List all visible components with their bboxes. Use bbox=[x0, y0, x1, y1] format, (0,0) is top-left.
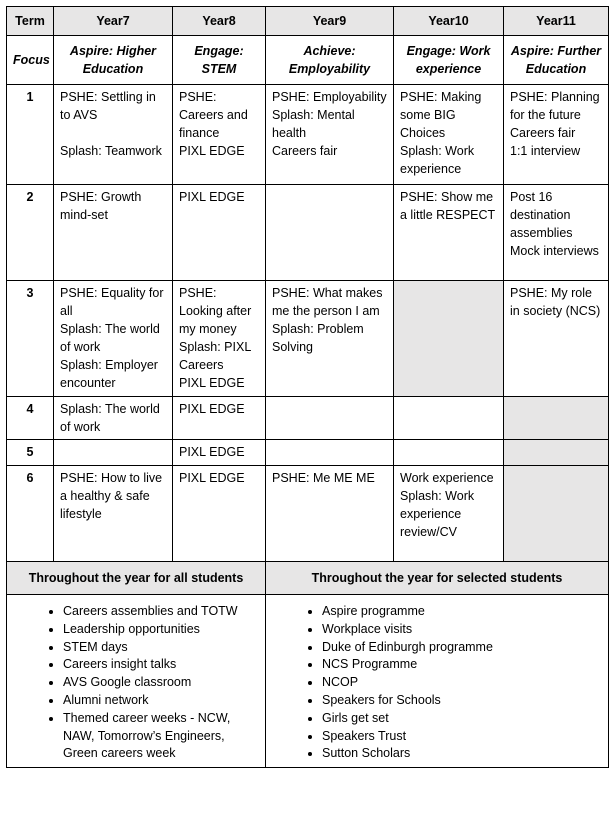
term-4-year11-cell bbox=[504, 397, 609, 440]
cell-line: Splash: Work experience bbox=[400, 144, 475, 176]
term-2-year9-cell bbox=[266, 185, 394, 281]
cell-line: Post 16 destination assemblies bbox=[510, 190, 573, 240]
cell-line: Splash: Employer encounter bbox=[60, 358, 158, 390]
cell-line: PSHE: Employability bbox=[272, 90, 387, 104]
term-number: 1 bbox=[7, 85, 54, 185]
list-item: • Themed career weeks - NCW, NAW, Tomorrow’s Engineers, Green careers week bbox=[63, 710, 261, 763]
cell-line: PSHE: Settling in to AVS bbox=[60, 90, 156, 122]
term-1-year9-cell bbox=[266, 85, 394, 185]
term-6-year8-cell bbox=[173, 466, 266, 562]
focus-label: Focus bbox=[7, 36, 54, 85]
term-row-2 bbox=[7, 185, 609, 281]
term-6-year10-cell bbox=[394, 466, 504, 562]
focus-year11: Aspire: Further Education bbox=[504, 36, 609, 85]
cell-line: PSHE: Growth mind-set bbox=[60, 190, 142, 222]
term-number: 6 bbox=[7, 466, 54, 562]
cell-line: PSHE: Making some BIG Choices bbox=[400, 90, 482, 140]
cell-line: PSHE: Equality for all bbox=[60, 286, 164, 318]
cell-line: PIXL EDGE bbox=[179, 376, 245, 390]
cell-line: Splash: The world of work bbox=[60, 402, 160, 434]
term-5-year7-cell bbox=[54, 440, 173, 466]
list-item: • AVS Google classroom bbox=[63, 674, 261, 692]
term-1-year10-cell bbox=[394, 85, 504, 185]
cell-line: Splash: PIXL Careers bbox=[179, 340, 251, 372]
cell-line: PSHE: Show me a little RESPECT bbox=[400, 190, 496, 222]
cell-line: Work experience bbox=[400, 471, 494, 485]
term-header: Term bbox=[7, 7, 54, 36]
focus-year9: Achieve: Employability bbox=[266, 36, 394, 85]
term-4-year8-cell bbox=[173, 397, 266, 440]
all-students-cell bbox=[7, 595, 266, 768]
term-5-year10-cell bbox=[394, 440, 504, 466]
focus-row bbox=[7, 36, 609, 85]
term-3-year11-cell bbox=[504, 281, 609, 397]
cell-line: PSHE: Looking after my money bbox=[179, 286, 252, 336]
cell-line: Careers fair bbox=[510, 126, 576, 140]
list-item: • Duke of Edinburgh programme bbox=[322, 639, 604, 657]
term-3-year9-cell bbox=[266, 281, 394, 397]
focus-year8: Engage: STEM bbox=[173, 36, 266, 85]
term-rows bbox=[7, 85, 609, 562]
list-item: • Speakers for Schools bbox=[322, 692, 604, 710]
cell-line: Careers fair bbox=[272, 144, 338, 158]
term-3-year8-cell bbox=[173, 281, 266, 397]
throughout-list-row bbox=[7, 595, 609, 768]
term-number: 5 bbox=[7, 440, 54, 466]
cell-line: Splash: The world of work bbox=[60, 322, 160, 354]
term-5-year11-cell bbox=[504, 440, 609, 466]
term-6-year7-cell bbox=[54, 466, 173, 562]
term-2-year7-cell bbox=[54, 185, 173, 281]
term-number: 3 bbox=[7, 281, 54, 397]
term-6-year11-cell bbox=[504, 466, 609, 562]
throughout-heading-row bbox=[7, 562, 609, 595]
term-1-year7-cell bbox=[54, 85, 173, 185]
term-2-year8-cell bbox=[173, 185, 266, 281]
focus-year10: Engage: Work experience bbox=[394, 36, 504, 85]
term-2-year10-cell bbox=[394, 185, 504, 281]
term-5-year9-cell bbox=[266, 440, 394, 466]
term-row-5 bbox=[7, 440, 609, 466]
cell-line: PIXL EDGE bbox=[179, 144, 245, 158]
cell-line: PSHE: Me ME ME bbox=[272, 471, 375, 485]
cell-line: PSHE: My role in society (NCS) bbox=[510, 286, 601, 318]
cell-line: Splash: Work experience review/CV bbox=[400, 489, 475, 539]
cell-line: PIXL EDGE bbox=[179, 471, 245, 485]
term-row-1 bbox=[7, 85, 609, 185]
selected-students-cell bbox=[266, 595, 609, 768]
cell-line: Splash: Teamwork bbox=[60, 144, 162, 158]
focus-year7: Aspire: Higher Education bbox=[54, 36, 173, 85]
selected-students-heading: Throughout the year for selected students bbox=[266, 562, 609, 595]
list-item: • Girls get set bbox=[322, 710, 604, 728]
list-item: • Speakers Trust bbox=[322, 728, 604, 746]
term-1-year11-cell bbox=[504, 85, 609, 185]
header-row bbox=[7, 7, 609, 36]
all-students-heading: Throughout the year for all students bbox=[7, 562, 266, 595]
list-item: • NCOP bbox=[322, 674, 604, 692]
term-4-year10-cell bbox=[394, 397, 504, 440]
cell-line: 1:1 interview bbox=[510, 144, 581, 158]
term-3-year7-cell bbox=[54, 281, 173, 397]
year8-header: Year8 bbox=[173, 7, 266, 36]
term-2-year11-cell bbox=[504, 185, 609, 281]
cell-line: PSHE: Planning for the future bbox=[510, 90, 600, 122]
cell-line: Mock interviews bbox=[510, 244, 599, 258]
list-item: • STEM days bbox=[63, 639, 261, 657]
cell-line: Splash: Mental health bbox=[272, 108, 355, 140]
cell-line: PIXL EDGE bbox=[179, 445, 245, 459]
cell-line: Splash: Problem Solving bbox=[272, 322, 364, 354]
list-item: • Sutton Scholars bbox=[322, 745, 604, 763]
selected-students-list bbox=[270, 603, 604, 763]
cell-line: PSHE: How to live a healthy & safe lifestyle bbox=[60, 471, 163, 521]
line-gap bbox=[60, 124, 166, 142]
list-item: • Careers assemblies and TOTW bbox=[63, 603, 261, 621]
list-item: • Aspire programme bbox=[322, 603, 604, 621]
term-row-4 bbox=[7, 397, 609, 440]
term-4-year7-cell bbox=[54, 397, 173, 440]
list-item: • Workplace visits bbox=[322, 621, 604, 639]
term-number: 2 bbox=[7, 185, 54, 281]
term-4-year9-cell bbox=[266, 397, 394, 440]
all-students-list bbox=[11, 603, 261, 763]
year11-header: Year11 bbox=[504, 7, 609, 36]
list-item: • Leadership opportunities bbox=[63, 621, 261, 639]
year10-header: Year10 bbox=[394, 7, 504, 36]
term-row-3 bbox=[7, 281, 609, 397]
year9-header: Year9 bbox=[266, 7, 394, 36]
term-1-year8-cell bbox=[173, 85, 266, 185]
cell-line: PIXL EDGE bbox=[179, 402, 245, 416]
list-item: • NCS Programme bbox=[322, 656, 604, 674]
term-5-year8-cell bbox=[173, 440, 266, 466]
term-number: 4 bbox=[7, 397, 54, 440]
year7-header: Year7 bbox=[54, 7, 173, 36]
careers-plan-table bbox=[6, 6, 609, 768]
cell-line: PIXL EDGE bbox=[179, 190, 245, 204]
list-item: • Careers insight talks bbox=[63, 656, 261, 674]
term-row-6 bbox=[7, 466, 609, 562]
cell-line: PSHE: What makes me the person I am bbox=[272, 286, 383, 318]
term-3-year10-cell bbox=[394, 281, 504, 397]
cell-line: PSHE: Careers and finance bbox=[179, 90, 248, 140]
term-6-year9-cell bbox=[266, 466, 394, 562]
list-item: • Alumni network bbox=[63, 692, 261, 710]
